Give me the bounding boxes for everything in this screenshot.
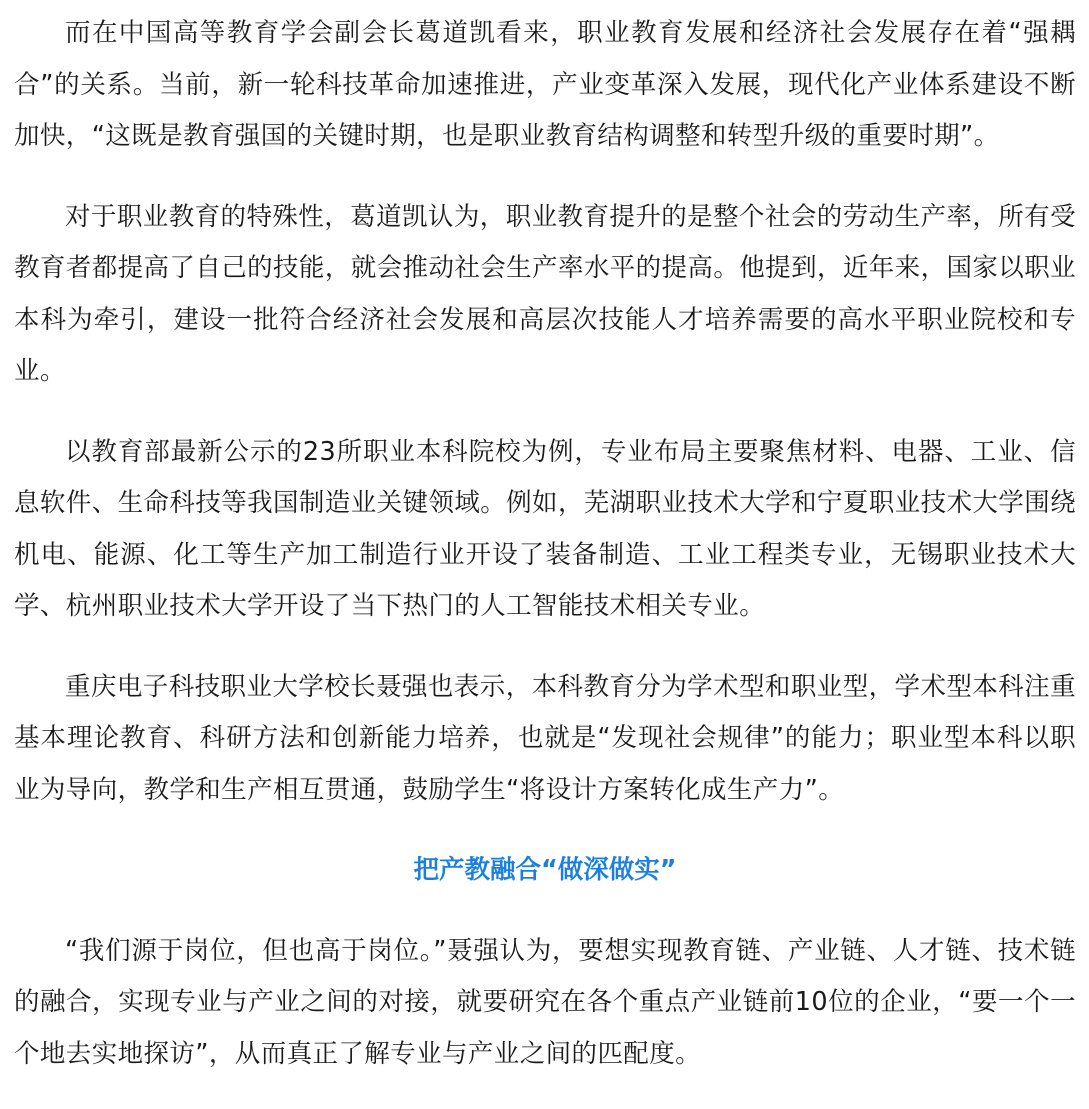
section-heading: 把产教融合“做深做实” (413, 855, 677, 885)
paragraph-vocational-particularity: 对于职业教育的特殊性，葛道凯认为，职业教育提升的是整个社会的劳动生产率，所有受教育者都提高了自己的技能，就会推动社会生产率水平的提高。他提到，近年来，国家以职业本科为牵引，建设一批符合经济社会发展和高层次技能人才培养需要的高水平职业院校和专业。 (14, 201, 1076, 386)
article-body (14, 8, 1076, 1109)
paragraph-ge-daokai-coupling: 而在中国高等教育学会副会长葛道凯看来，职业教育发展和经济社会发展存在着“强耦合”的关系。当前，新一轮科技革命加速推进，产业变革深入发展，现代化产业体系建设不断加快，“这既是教育强国的关键时期，也是职业教育结构调整和转型升级的重要时期”。 (14, 18, 1076, 151)
paragraph-nie-qiang-undergraduate-types: 重庆电子科技职业大学校长聂强也表示，本科教育分为学术型和职业型，学术型本科注重基本理论教育、科研方法和创新能力培养，也就是“发现社会规律”的能力；职业型本科以职业为导向，教学和生产相互贯通，鼓励学生“将设计方案转化成生产力”。 (14, 671, 1076, 805)
paragraph-23-universities-example: 以教育部最新公示的23所职业本科院校为例，专业布局主要聚焦材料、电器、工业、信息软件、生命科技等我国制造业关键领域。例如，芜湖职业技术大学和宁夏职业技术大学围绕机电、能源、化工等生产加工制造行业开设了装备制造、工业工程类专业，无锡职业技术大学、杭州职业技术大学开设了当下热门的人工智能技术相关专业。 (14, 436, 1076, 621)
paragraph-industry-education-integration: “我们源于岗位，但也高于岗位。”聂强认为，要想实现教育链、产业链、人才链、技术链的融合，实现专业与产业之间的对接，就要研究在各个重点产业链前10位的企业，“要一个一个地去实地探访”，从而真正了解专业与产业之间的匹配度。 (14, 935, 1076, 1069)
